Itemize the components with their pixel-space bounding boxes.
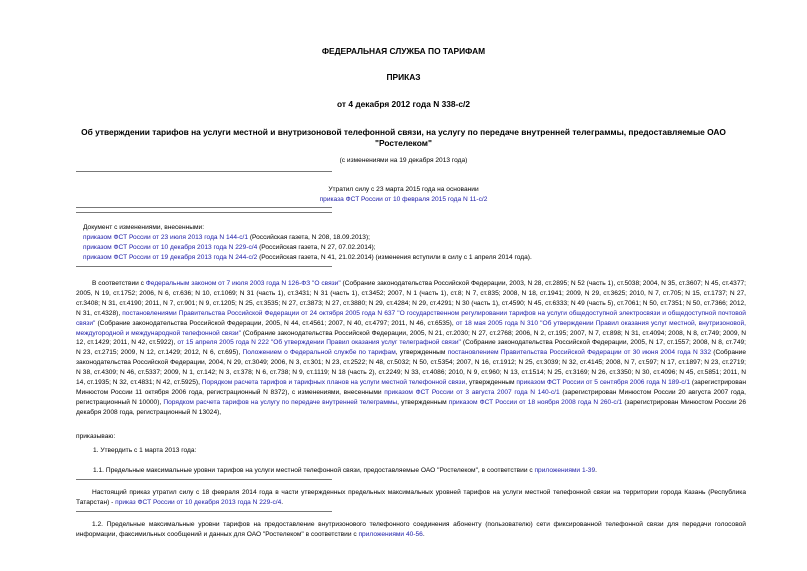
regulation-link[interactable]: постановлениями Правительства Российской Федерации от 24 октября 2005 года N 637 "О государственном регулировании тарифов на услуги общедоступной электросвязи и общедоступной почтовой связи": [76, 309, 746, 327]
amendment-link[interactable]: приказом ФСТ России от 19 декабря 2013 года N 244-с/2: [83, 254, 258, 261]
document-title: Об утверждении тарифов на услуги местной и внутризоновой телефонной связи, на услугу по передаче внутренней телеграммы, предоставляемые ОАО "Ростелеком": [81, 127, 726, 148]
prikazyvayu: приказываю:: [76, 433, 116, 440]
regulation-link[interactable]: от 18 мая 2005 года N 310 "Об утверждении Правил оказания услуг местной, внутризоновой, междугородной и международной телефонной связи": [76, 319, 746, 337]
appendix-link[interactable]: приложениями 40-56: [358, 530, 423, 538]
regulation-link[interactable]: постановлением Правительства Российской Федерации от 30 июня 2004 года N 332: [447, 349, 711, 357]
amended-note: (с изменениями на 19 декабря 2013 года): [339, 157, 468, 164]
amendment-item: приказом ФСТ России от 23 июля 2013 года N 144-с/1 (Российская газета, N 208, 18.09.2013);: [83, 234, 370, 241]
regulation-link[interactable]: от 15 апреля 2005 года N 222 "Об утверждении Правил оказания услуг телеграфной связи": [177, 339, 461, 347]
invalidation-link[interactable]: приказа ФСТ России от 10 февраля 2015 года N 11-с/2: [319, 196, 488, 203]
divider: [76, 207, 332, 208]
kazan-note: Настоящий приказ утратил силу с 18 февраля 2014 года в части утвержденных предельных максимальных уровней тарифов на услуги местной телефонной связи на территории города Казань (Республика Татарстан) - приказ ФСТ России от 10 декабря 2013 года N 229-с/4.: [76, 489, 746, 506]
divider: [76, 479, 332, 480]
agency-heading: ФЕДЕРАЛЬНАЯ СЛУЖБА ПО ТАРИФАМ: [321, 46, 486, 56]
divider: [76, 266, 332, 267]
item-1-1: 1.1. Предельные максимальные уровни тарифов на услуги местной телефонной связи, предоставляемые ОАО "Ростелеком", в соответствии с приложениями 1-39.: [93, 467, 597, 474]
order-link[interactable]: приказом ФСТ России от 3 августа 2007 года N 140-с/1: [384, 388, 560, 396]
appendix-link[interactable]: приложениями 1-39: [534, 467, 596, 474]
divider: [76, 212, 332, 213]
date-number-heading: от 4 декабря 2012 года N 338-с/2: [337, 99, 470, 109]
preamble-paragraph: В соответствии с Федеральным законом от 7 июля 2003 года N 126-ФЗ "О связи" (Собрание законодательства Российской Федерации, 2003, N 28, ст.2895; N 52 (часть 1), ст.5038; 2004, N 35, ст.3607; N 45, ст.4377; 2005, N 19, ст.1752; 2006, N 6, ст.636; N 10, ст.1069; N 31 (часть 1), ст.3431; N 31 (часть 1), ст.3452; 2007, N 1 (часть 1), ст.8; N 7, ст.835; 2008, N 18, ст.1941; 2009, N 29, ст.3625; 2010, N 7, ст.705; N 15, ст.1737; N 27, ст.3408; N 31, ст.4190; 2011, N 7, ст.901; N 9, ст.1205; N 25, ст.3535; N 27, ст.3873; N 27, ст.3880; N 29, ст.4284; N 29, ст.4291; N 30 (часть 1), ст.4590; N 45, ст.6333; N 49 (часть 5), ст.7061; N 50, ст.7351; N 50, ст.7366; 2012, N 31, ст.4328), постановлениями Правительства Российской Федерации от 24 октября 2005 года N 637 "О государственном регулировании тарифов на услуги общедоступной электросвязи и общедоступной почтовой связи" (Собрание законодательства Российской Федерации, 2005, N 44, ст.4561; 2007, N 40, ст.4797; 2011, N 46, ст.6535), от 18 мая 2005 года N 310 "Об утверждении Правил оказания услуг местной, внутризоновой, междугородной и международной телефонной связи" (Собрание законодательства Российской Федерации, 2005, N 21, ст.2030; N 27, ст.2768; 2006, N 2, ст.195; 2007, N 7, ст.898; N 31, ст.4094; 2008, N 8, ст.749; 2009, N 12, ст.1429; 2011, N 42, ст.5922), от 15 апреля 2005 года N 222 "Об утверждении Правил оказания услуг телеграфной связи" (Собрание законодательства Российской Федерации, 2005, N 17, ст.1557; 2008, N 8, ст.749; N 23, ст.2715; 2009, N 12, ст.1429; 2012, N 6, ст.695), Положением о Федеральной службе по тарифам, утвержденным постановлением Правительства Российской Федерации от 30 июня 2004 года N 332 (Собрание законодательства Российской Федерации, 2004, N 29, ст.3049; 2006, N 3, ст.301; N 23, ст.2522; N 48, ст.5032; N 50, ст.5354; 2007, N 16, ст.1912; N 25, ст.3039; N 32, ст.4145; 2008, N 7, ст.597; N 17, ст.1897; N 23, ст.2719; N 38, ст.4309; N 46, ст.5337; 2009, N 1, ст.142; N 3, ст.378; N 6, ст.738; N 9, ст.1119; N 18 (часть 2), ст.2249; N 33, ст.4086; 2010, N 9, ст.960; N 13, ст.1514; N 25, ст.3169; N 26, ст.3350; N 30, ст.4096; N 45, ст.5851; 2011, N 14, ст.1935; N 32, ст.4831; N 42, ст.5925), Порядком расчета тарифов и тарифных планов на услуги местной телефонной связи, утвержденным приказом ФСТ России от 5 сентября 2006 года N 189-с/1 (зарегистрирован Минюстом России 11 октября 2006 года, регистрационный N 8372), с изменениями, внесенными приказом ФСТ России от 3 августа 2007 года N 140-с/1 (зарегистрирован Минюстом России 20 августа 2007 года, регистрационный N 10000), Порядком расчета тарифов на услугу по передаче внутренней телеграммы, утвержденным приказом ФСТ России от 18 ноября 2008 года N 260-с/1 (зарегистрирован Минюстом России 26 декабря 2008 года, регистрационный N 13024),: [76, 280, 746, 416]
order-link[interactable]: приказом ФСТ России от 5 сентября 2006 года N 189-с/1: [516, 379, 691, 387]
item-1-2: 1.2. Предельные максимальные уровни тарифов на предоставление внутризонового телефонного соединения абоненту (пользователю) сети фиксированной телефонной связи для передачи голосовой информации, факсимильных сообщений и данных для ОАО "Ростелеком" в соответствии с приложениями 40-56.: [76, 521, 746, 538]
order-link[interactable]: приказом ФСТ России от 18 ноября 2008 года N 260-с/1: [448, 398, 623, 406]
doc-type-heading: ПРИКАЗ: [386, 72, 421, 82]
amendment-link[interactable]: приказом ФСТ России от 23 июля 2013 года N 144-с/1: [83, 234, 248, 241]
amendment-item: приказом ФСТ России от 10 декабря 2013 года N 229-с/4 (Российская газета, N 27, 07.02.2014);: [83, 244, 376, 251]
invalidation-text: Утратил силу с 23 марта 2015 года на основании: [328, 186, 479, 193]
regulation-link[interactable]: Положением о Федеральной службе по тарифам: [242, 349, 396, 357]
divider: [76, 511, 332, 512]
divider: [76, 171, 332, 172]
amendment-link[interactable]: приказом ФСТ России от 10 декабря 2013 года N 229-с/4: [83, 244, 258, 251]
law-link[interactable]: Федеральным законом от 7 июля 2003 года N 126-ФЗ "О связи": [145, 280, 341, 287]
amendment-item: приказом ФСТ России от 19 декабря 2013 года N 244-с/2 (Российская газета, N 41, 21.02.2014) (изменения вступили в силу с 1 апреля 2014 года).: [83, 254, 532, 261]
item-1: 1. Утвердить с 1 марта 2013 года:: [93, 447, 197, 454]
regulation-link[interactable]: Порядком расчета тарифов и тарифных планов на услуги местной телефонной связи: [201, 379, 466, 387]
note-order-link[interactable]: приказ ФСТ России от 10 декабря 2013 года N 229-с/4: [115, 498, 282, 506]
regulation-link[interactable]: Порядком расчета тарифов на услугу по передаче внутренней телеграммы: [163, 398, 398, 406]
amendments-intro: Документ с изменениями, внесенными:: [83, 224, 205, 231]
